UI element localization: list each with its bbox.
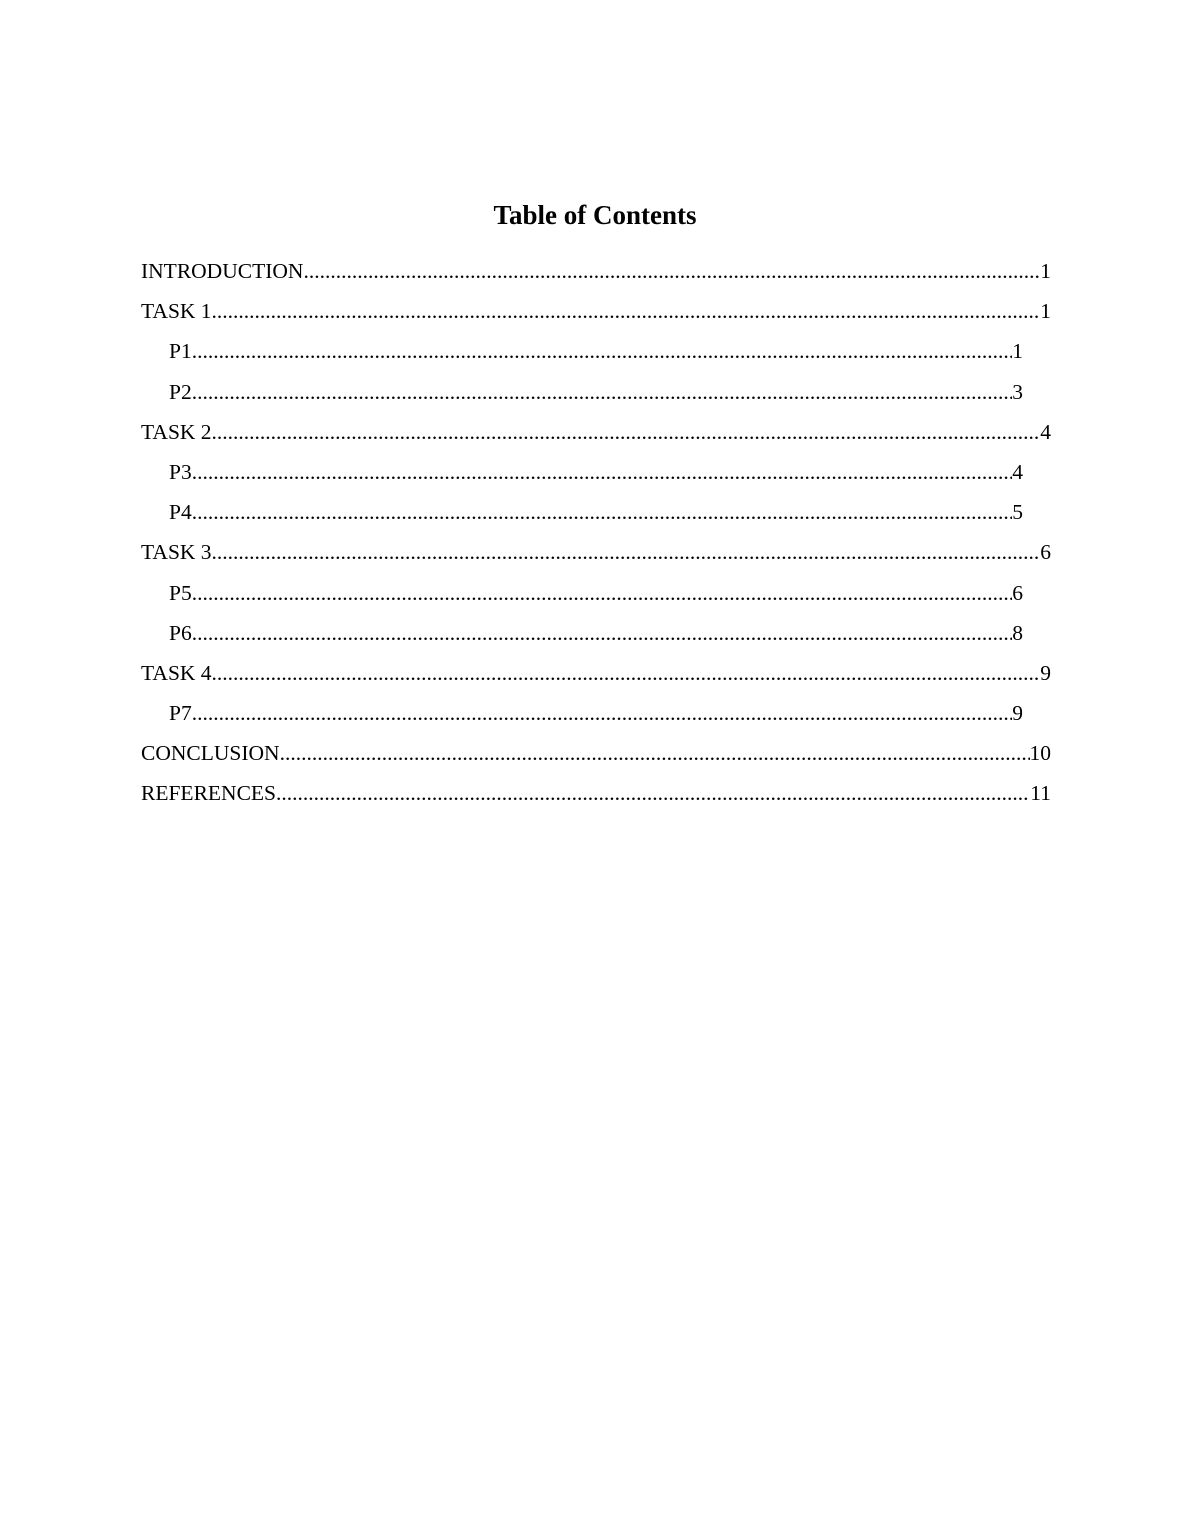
toc-dot-leader <box>192 693 1013 733</box>
toc-page-number: 1 <box>1040 299 1051 324</box>
toc-dot-leader <box>192 573 1013 613</box>
toc-entry-p1[interactable] <box>141 331 1023 371</box>
toc-dot-leader <box>192 492 1013 532</box>
toc-dot-leader <box>280 733 1030 773</box>
toc-page-number: 11 <box>1030 781 1051 806</box>
toc-entry-task-2[interactable] <box>141 412 1051 452</box>
toc-entry-label: P2 <box>169 379 192 404</box>
toc-list <box>141 251 1051 814</box>
toc-entry-label: INTRODUCTION <box>141 259 304 283</box>
toc-page-number: 4 <box>1012 459 1023 484</box>
toc-dot-leader <box>192 331 1013 371</box>
toc-entry-label: P5 <box>169 580 192 605</box>
toc-dot-leader <box>212 532 1041 572</box>
toc-entry-label: TASK 2 <box>141 419 212 444</box>
toc-page-number: 1 <box>1040 259 1051 283</box>
toc-page-number: 10 <box>1029 741 1051 766</box>
toc-dot-leader <box>276 773 1030 813</box>
toc-page-number: 8 <box>1012 620 1023 645</box>
toc-title: Table of Contents <box>493 200 697 230</box>
toc-entry-task-1[interactable] <box>141 291 1051 331</box>
toc-entry-label: TASK 4 <box>141 660 212 685</box>
toc-page-number: 4 <box>1040 419 1051 444</box>
toc-dot-leader <box>212 653 1041 693</box>
toc-dot-leader <box>303 251 1040 291</box>
toc-dot-leader <box>192 372 1013 412</box>
toc-entry-references[interactable] <box>141 773 1051 813</box>
toc-dot-leader <box>212 412 1041 452</box>
toc-entry-introduction[interactable] <box>141 251 1051 291</box>
toc-dot-leader <box>192 613 1013 653</box>
toc-entry-label: P6 <box>169 620 192 645</box>
toc-page-number: 9 <box>1040 660 1051 685</box>
toc-entry-task-4[interactable] <box>141 653 1051 693</box>
toc-entry-conclusion[interactable] <box>141 733 1051 773</box>
toc-entry-p7[interactable] <box>141 693 1023 733</box>
toc-page-number: 5 <box>1012 500 1023 525</box>
toc-page-number: 6 <box>1040 540 1051 565</box>
toc-dot-leader <box>212 291 1041 331</box>
toc-page-number: 9 <box>1012 701 1023 726</box>
toc-page-number: 3 <box>1012 379 1023 404</box>
toc-entry-p3[interactable] <box>141 452 1023 492</box>
toc-entry-label: TASK 3 <box>141 540 212 565</box>
toc-dot-leader <box>192 452 1013 492</box>
toc-page-number: 1 <box>1012 339 1023 364</box>
toc-entry-task-3[interactable] <box>141 532 1051 572</box>
toc-page-number: 6 <box>1012 580 1023 605</box>
toc-entry-label: P1 <box>169 339 192 364</box>
toc-entry-p2[interactable] <box>141 372 1023 412</box>
toc-entry-label: CONCLUSION <box>141 741 280 766</box>
toc-entry-label: P7 <box>169 701 192 726</box>
toc-entry-label: REFERENCES <box>141 781 276 806</box>
toc-entry-label: TASK 1 <box>141 299 212 324</box>
toc-entry-label: P3 <box>169 459 192 484</box>
toc-entry-p5[interactable] <box>141 573 1023 613</box>
toc-entry-p6[interactable] <box>141 613 1023 653</box>
toc-entry-p4[interactable] <box>141 492 1023 532</box>
toc-entry-label: P4 <box>169 500 192 525</box>
